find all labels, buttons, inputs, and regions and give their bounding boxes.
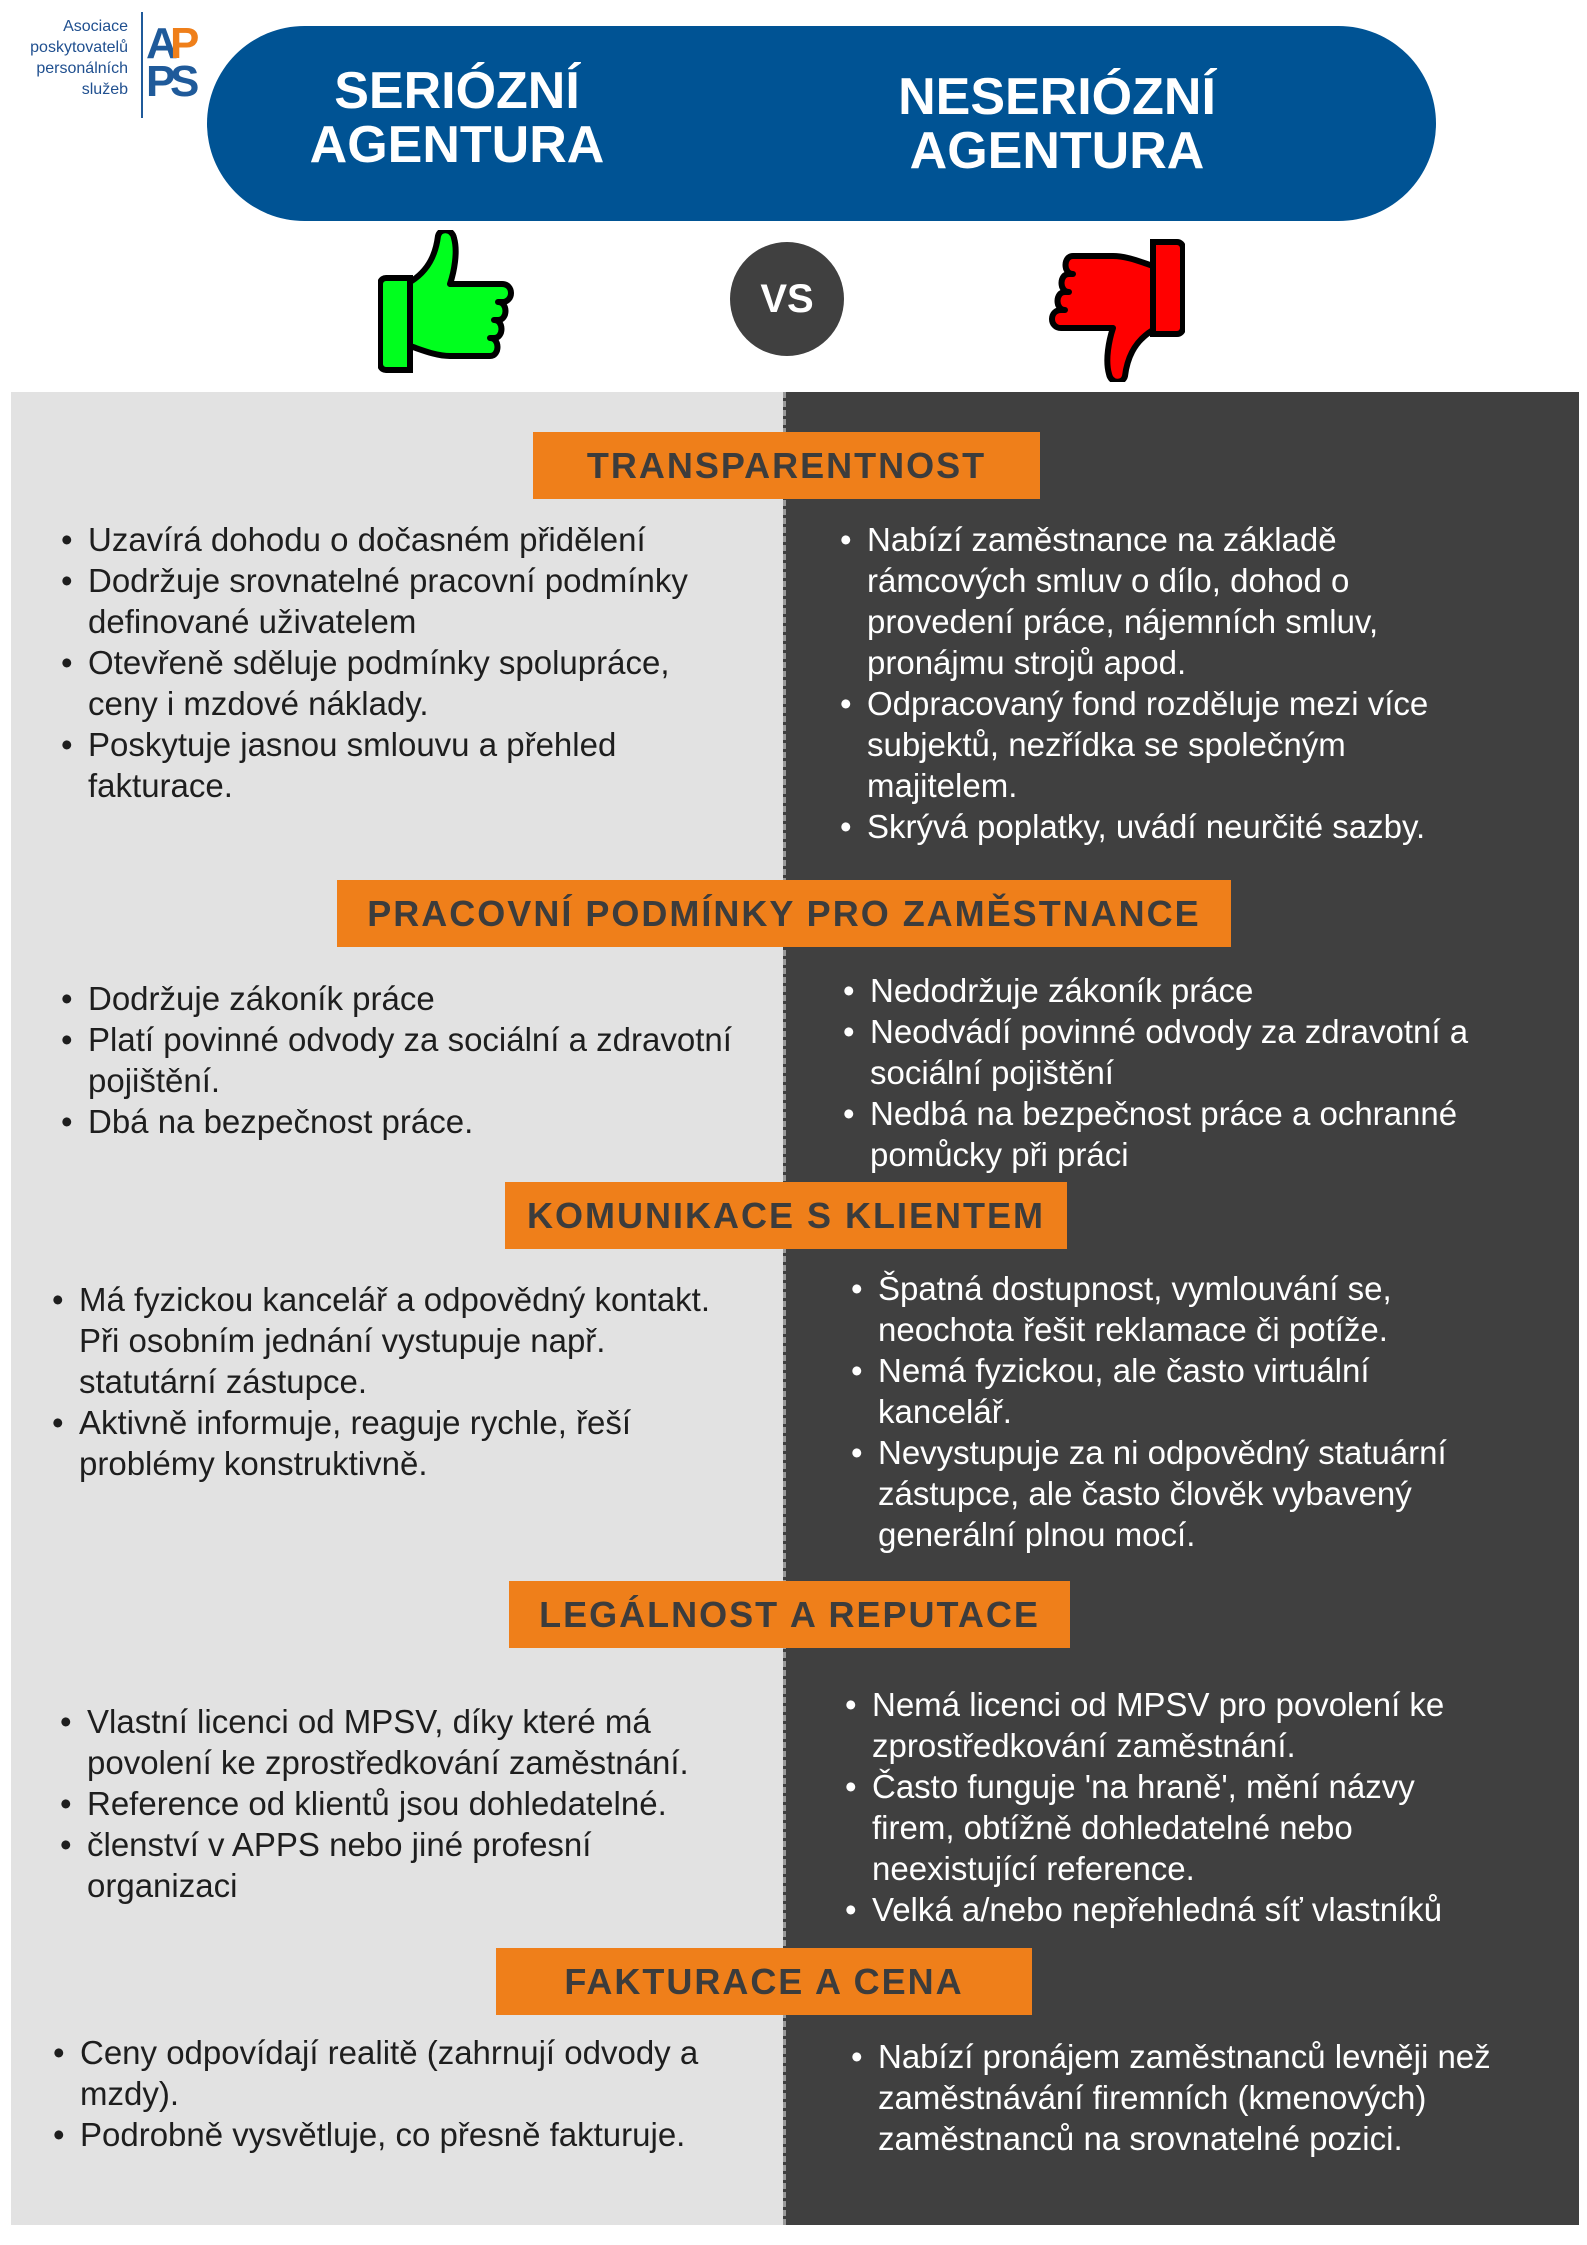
section-heading-client-communication: KOMUNIKACE S KLIENTEM [505,1182,1067,1249]
list-item: • Neodvádí povinné odvody za zdravotní a sociální pojištění [844,1011,1468,1093]
serious-legality-list [61,1701,689,1906]
vs-badge: VS [730,242,844,356]
section-heading-invoicing-price: FAKTURACE A CENA [496,1948,1032,2015]
list-item: • Dbá na bezpečnost práce. [62,1101,732,1142]
list-item: • Uzavírá dohodu o dočasném přidělení [62,519,688,560]
list-item: • Podrobně vysvětluje, co přesně fakturuje. [54,2114,698,2155]
list-item: • Skrývá poplatky, uvádí neurčité sazby. [841,806,1428,847]
thumbs-up-icon [378,230,533,382]
list-item: • Často funguje 'na hraně', mění názvy firem, obtížně dohledatelné nebo neexistující reference. [846,1766,1444,1889]
list-item: • Platí povinné odvody za sociální a zdravotní pojištění. [62,1019,732,1101]
unserious-communication-list [852,1268,1447,1555]
logo-letter-s: S [170,57,200,106]
serious-transparency-list [62,519,688,806]
logo-text: Asociace poskytovatelů personálních služeb [30,18,128,98]
section-heading-legality-reputation: LEGÁLNOST A REPUTACE [509,1581,1070,1648]
serious-invoicing-list [54,2032,698,2155]
list-item: • Nemá licenci od MPSV pro povolení ke zprostředkování zaměstnání. [846,1684,1444,1766]
logo-divider [141,12,143,118]
unserious-legality-list [846,1684,1444,1930]
section-heading-working-conditions: PRACOVNÍ PODMÍNKY PRO ZAMĚSTNANCE [337,880,1231,947]
list-item: • Odpracovaný fond rozděluje mezi více subjektů, nezřídka se společným majitelem. [841,683,1428,806]
list-item: • Nabízí zaměstnance na základě rámcových smluv o dílo, dohod o provedení práce, nájemních smluv, pronájmu strojů apod. [841,519,1428,683]
list-item: • Nedodržuje zákoník práce [844,970,1468,1011]
list-item: • Otevřeně sděluje podmínky spolupráce, ceny i mzdové náklady. [62,642,688,724]
list-item: • Reference od klientů jsou dohledatelné. [61,1783,689,1824]
unserious-invoicing-list [852,2036,1491,2159]
unserious-transparency-list [841,519,1428,847]
serious-communication-list [53,1279,710,1484]
list-item: • Špatná dostupnost, vymlouvání se, neochota řešit reklamace či potíže. [852,1268,1447,1350]
thumbs-down-icon [1030,230,1185,382]
list-item: • Aktivně informuje, reaguje rychle, řeší problémy konstruktivně. [53,1402,710,1484]
logo-letter-a: A [146,19,178,68]
logo-letter-p2: P [146,57,176,106]
unserious-agency-title: NESERIÓZNÍ AGENTURA [898,68,1216,180]
list-item: • Nabízí pronájem zaměstnanců levněji než zaměstnávání firemních (kmenových) zaměstnanců na srovnatelné pozici. [852,2036,1491,2159]
logo-letter-p: P [170,19,200,68]
list-item: • Nemá fyzickou, ale často virtuální kancelář. [852,1350,1447,1432]
list-item: • Vlastní licenci od MPSV, díky které má povolení ke zprostředkování zaměstnání. [61,1701,689,1783]
list-item: • Dodržuje srovnatelné pracovní podmínky definované uživatelem [62,560,688,642]
apps-logo [146,19,206,112]
serious-agency-title: SERIÓZNÍ AGENTURA [309,62,605,174]
list-item: • členství v APPS nebo jiné profesní organizaci [61,1824,689,1906]
list-item: • Nedbá na bezpečnost práce a ochranné pomůcky při práci [844,1093,1468,1175]
header-banner [207,26,1436,221]
list-item: • Poskytuje jasnou smlouvu a přehled fakturace. [62,724,688,806]
unserious-conditions-list [844,970,1468,1175]
list-item: • Ceny odpovídají realitě (zahrnují odvody a mzdy). [54,2032,698,2114]
list-item: • Nevystupuje za ni odpovědný statuární zástupce, ale často člověk vybavený generální plnou mocí. [852,1432,1447,1555]
list-item: • Velká a/nebo nepřehledná síť vlastníků [846,1889,1444,1930]
serious-conditions-list [62,978,732,1142]
list-item: • Dodržuje zákoník práce [62,978,732,1019]
list-item: • Má fyzickou kancelář a odpovědný kontakt. Při osobním jednání vystupuje např. statutární zástupce. [53,1279,710,1402]
section-heading-transparency: TRANSPARENTNOST [533,432,1040,499]
